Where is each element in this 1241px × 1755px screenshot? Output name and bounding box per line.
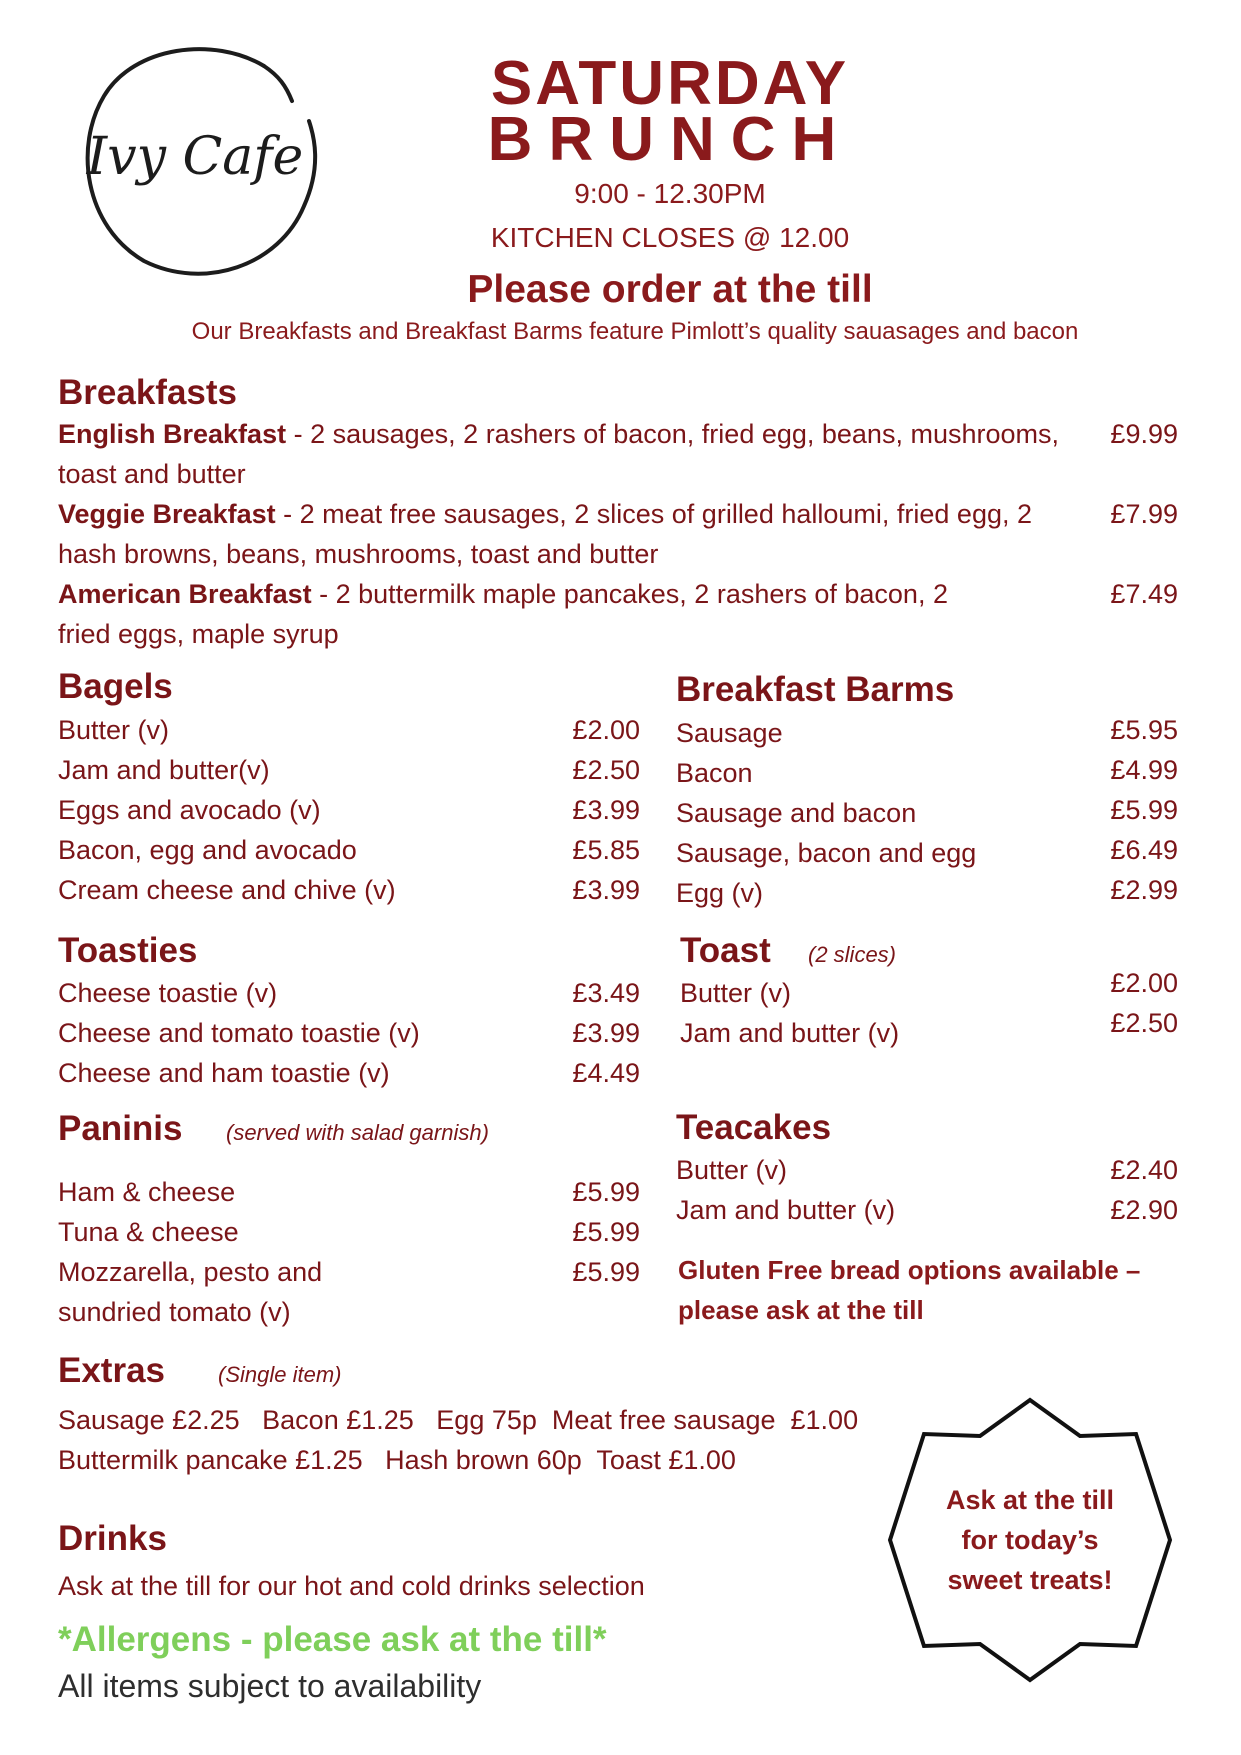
item-name: Veggie Breakfast (58, 499, 276, 529)
opening-hours: 9:00 - 12.30PM (574, 178, 766, 209)
kitchen-closes: KITCHEN CLOSES @ 12.00 (490, 222, 850, 253)
drinks-heading: Drinks (58, 1519, 167, 1558)
item-name: English Breakfast (58, 419, 287, 449)
availability-note: All items subject to availability (58, 1668, 482, 1704)
toast-note: (2 slices) (808, 942, 897, 967)
menu-item-american-breakfast (58, 574, 1178, 654)
gluten-free-line-1: Gluten Free bread options available – (678, 1255, 1141, 1285)
gluten-free-line-2: please ask at the till (678, 1295, 924, 1325)
item-name: American Breakfast (58, 579, 312, 609)
item-price: £7.99 (1110, 499, 1178, 529)
title-line-2: BRUNCH (487, 105, 853, 174)
logo-text: Ivy Cafe (86, 127, 304, 187)
menu-item-english-breakfast (58, 414, 1178, 494)
extras-line-2: Buttermilk pancake £1.25 Hash brown 60p Toast £1.00 (58, 1445, 736, 1475)
feature-note: Our Breakfasts and Breakfast Barms feature Pimlott’s quality sauasages and bacon (191, 318, 1079, 345)
sweet-treats-line-3: sweet treats! (947, 1565, 1113, 1595)
sweet-treats-line-1: Ask at the till (945, 1485, 1115, 1515)
list-item: Mozzarella, pesto and sundried tomato (v) £5.99 (58, 1257, 640, 1327)
paninis-note: (served with salad garnish) (226, 1120, 489, 1145)
item-price: £9.99 (1110, 419, 1178, 449)
menu-item-veggie-breakfast (58, 494, 1178, 574)
cafe-logo (64, 26, 326, 288)
extras-note: (Single item) (218, 1362, 342, 1387)
gluten-free-note (678, 1250, 1198, 1330)
toast-heading: Toast (680, 931, 771, 970)
bagels-heading: Bagels (58, 667, 173, 706)
paninis-heading: Paninis (58, 1109, 183, 1148)
sweet-treats-line-2: for today’s (961, 1525, 1099, 1555)
allergens-note: *Allergens - please ask at the till* (58, 1620, 607, 1659)
extras-line-1: Sausage £2.25 Bacon £1.25 Egg 75p Meat free sausage £1.00 (58, 1405, 859, 1435)
order-instruction: Please order at the till (467, 268, 873, 311)
toasties-heading: Toasties (58, 931, 198, 970)
barms-heading: Breakfast Barms (676, 670, 955, 709)
sweet-treats-badge-text (900, 1480, 1160, 1600)
extras-heading: Extras (58, 1351, 166, 1390)
item-price: £7.49 (1110, 579, 1178, 609)
breakfasts-heading: Breakfasts (58, 373, 237, 412)
title-line-1: SATURDAY (490, 49, 850, 118)
drinks-text: Ask at the till for our hot and cold drinks selection (58, 1571, 645, 1601)
item-desc: - 2 buttermilk maple pancakes, 2 rashers of bacon, 2 fried eggs, maple syrup (58, 579, 948, 649)
item-desc: - 2 meat free sausages, 2 slices of grilled halloumi, fried egg, 2 hash browns, beans, mushrooms, toast and butter (58, 499, 1032, 569)
item-desc: - 2 sausages, 2 rashers of bacon, fried egg, beans, mushrooms, toast and butter (58, 419, 1059, 489)
teacakes-heading: Teacakes (676, 1108, 832, 1147)
